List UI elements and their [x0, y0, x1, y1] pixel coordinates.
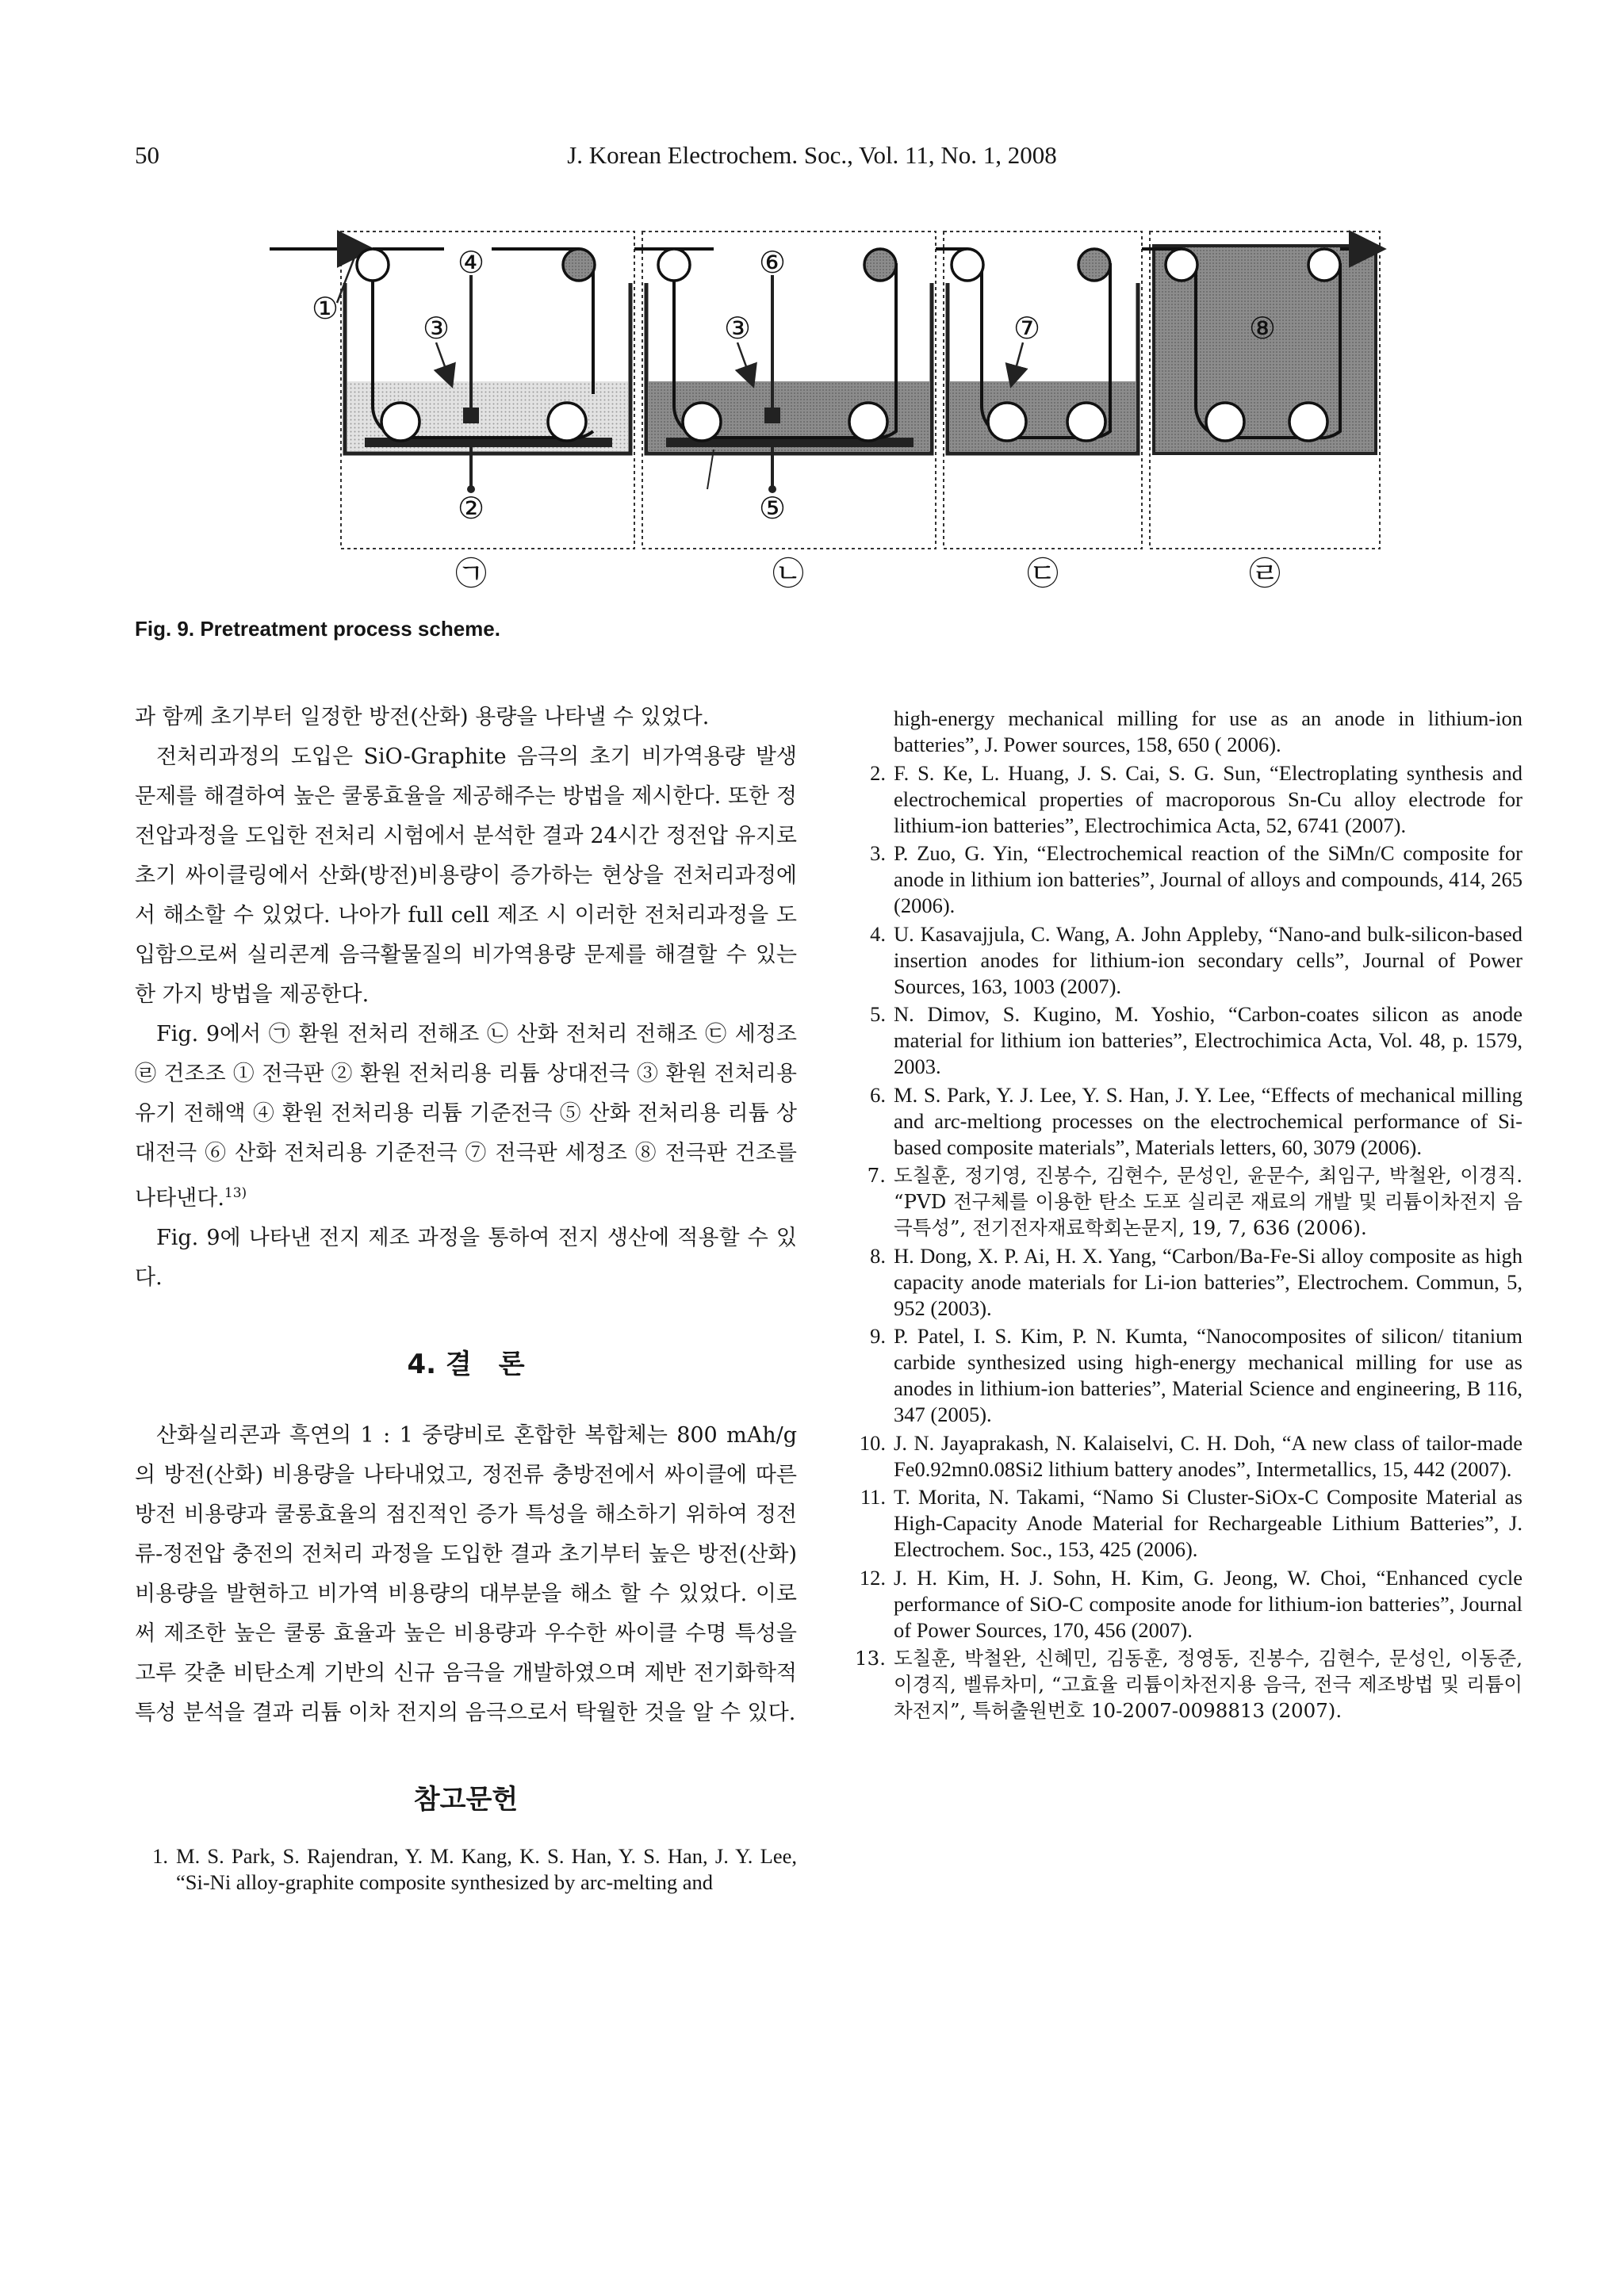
reference-number: 10.: [859, 1430, 886, 1455]
reference-item: [852, 840, 1522, 919]
reference-number: 13.: [855, 1647, 886, 1670]
reference-item: [852, 1565, 1522, 1644]
reference-text: M. S. Park, Y. J. Lee, Y. S. Han, J. Y. Lee, “Effects of mechanical milling and arc-meltiong processes on the electrochemical performance of Si-based composite materials”, Materials letters, 60, 3079 (2006).: [894, 1082, 1522, 1159]
tank-1: [345, 275, 630, 493]
stage-label-4: ㉣: [1249, 556, 1281, 592]
label-7: ⑦: [1013, 311, 1041, 346]
reference-number: 4.: [870, 921, 886, 946]
left-column: [135, 698, 797, 1898]
fig-description: Fig. 9에서 ㉠ 환원 전처리 전해조 ㉡ 산화 전처리 전해조 ㉢ 세정조 ㉣ 건조조 ① 전극판 ② 환원 전처리용 리튬 상대전극 ③ 환원 전처리용 유기 전해액 ④ 환원 전처리용 리튬 기준전극 ⑤ 산화 전처리용 리튬 상대전극 ⑥ 산화 전처리용 기준전극 ⑦ 전극판 세정조 ⑧ 전극판 건조를 나타낸다.: [135, 1022, 797, 1211]
reference-text: M. S. Park, S. Rajendran, Y. M. Kang, K. S. Han, Y. S. Han, J. Y. Lee, “Si-Ni alloy-graphite composite synthesized by arc-melting and: [176, 1844, 797, 1894]
page-number: 50: [135, 141, 159, 169]
body-paragraph: [135, 1015, 797, 1219]
stage-label-2: ㉡: [772, 556, 804, 592]
reference-text: H. Dong, X. P. Ai, H. X. Yang, “Carbon/Ba-Fe-Si alloy composite as high capacity anode materials for Li-ion batteries”, Electrochem. Commun, 5, 952 (2003).: [894, 1243, 1522, 1320]
reference-number: 12.: [859, 1565, 886, 1590]
reference-number: 6.: [870, 1082, 886, 1107]
reference-text: F. S. Ke, L. Huang, J. S. Cai, S. G. Sun, “Electroplating synthesis and electrochemical properties of macroporous Sn-Cu alloy electrode for lithium-ion batteries”, Electrochimica Acta, 52, 6741 (2007).: [894, 760, 1522, 837]
tank-2: [646, 275, 932, 493]
reference-item: [852, 1243, 1522, 1322]
label-3b: ③: [723, 311, 752, 346]
right-column: [852, 698, 1522, 1726]
reference-item: [852, 1001, 1522, 1080]
body-paragraph: 과 함께 초기부터 일정한 방전(산화) 용량을 나타낼 수 있었다.: [135, 705, 710, 729]
body-paragraph: 전처리과정의 도입은 SiO-Graphite 음극의 초기 비가역용량 발생 문제를 해결하여 높은 쿨롱효율을 제공해주는 방법을 제시한다. 또한 정전압과정을 도입한 전처리 시험에서 분석한 결과 24시간 정전압 유지로 초기 싸이클링에서 산화(방전)비용량이 증가하는 현상을 전처리과정에서 해소할 수 있었다. 나아가 full cell 제조 시 이러한 전처리과정을 도입함으로써 실리콘계 음극활물질의 비가역용량 문제를 해결할 수 있는 한 가지 방법을 제공한다.: [135, 744, 797, 1007]
reference-text: N. Dimov, S. Kugino, M. Yoshio, “Carbon-coates silicon as anode material for lithium ion batteries”, Electrochimica Acta, Vol. 48, p. 1579, 2003.: [894, 1002, 1522, 1078]
citation-superscript: 13): [224, 1185, 247, 1201]
stage-label-3: ㉢: [1027, 556, 1059, 592]
reference-item: [852, 921, 1522, 1000]
reference-number: 11.: [860, 1485, 886, 1509]
pretreatment-figure: [270, 224, 1388, 596]
label-1: ①: [311, 291, 339, 326]
reference-continued: high-energy mechanical milling for use as an anode in lithium-ion batteries”, J. Power sources, 158, 650 ( 2006).: [894, 706, 1522, 756]
reference-number: 1.: [152, 1844, 168, 1868]
reference-number: 3.: [870, 841, 886, 865]
reference-text: T. Morita, N. Takami, “Namo Si Cluster-SiOx-C Composite Material as High-Capacity Anode Material for Rechargeable Lithium Batteries”, J. Electrochem. Soc., 153, 425 (2006).: [894, 1485, 1522, 1561]
reference-item: [135, 1843, 797, 1896]
reference-text: 도칠훈, 정기영, 진봉수, 김현수, 문성인, 윤문수, 최임구, 박철완, 이경직. “PVD 전구체를 이용한 탄소 도포 실리콘 재료의 개발 및 리튬이차전지 음극특성”, 전기전자재료학회논문지, 19, 7, 636 (2006).: [894, 1164, 1522, 1239]
label-4: ④: [457, 245, 485, 280]
reference-text: P. Zuo, G. Yin, “Electrochemical reaction of the SiMn/C composite for anode in lithium ion batteries”, Journal of alloys and compounds, 414, 265 (2006).: [894, 841, 1522, 917]
conclusion-paragraph: 산화실리콘과 흑연의 1 : 1 중량비로 혼합한 복합체는 800 mAh/g의 방전(산화) 비용량을 나타내었고, 정전류 충방전에서 싸이클에 따른 방전 비용량과 쿨롱효율의 점진적인 증가 특성을 해소하기 위하여 정전류-정전압 충전의 전처리 과정을 도입한 결과 초기부터 높은 방전(산화) 비용량을 발현하고 비가역 비용량의 대부분을 해소 할 수 있었다. 이로써 제조한 높은 쿨롱 효율과 높은 비용량과 우수한 싸이클 수명 특성을 고루 갖춘 비탄소계 기반의 신규 음극을 개발하였으며 제반 전기화학적 특성 분석을 결과 리튬 이차 전지의 음극으로서 탁월한 것을 알 수 있다.: [135, 1423, 797, 1725]
reference-number: 7.: [867, 1164, 886, 1187]
reference-item: [852, 1645, 1522, 1724]
reference-text: U. Kasavajjula, C. Wang, A. John Appleby, “Nano-and bulk-silicon-based insertion anodes for lithium-ion secondary cells”, Journal of Power Sources, 163, 1003 (2007).: [894, 921, 1522, 998]
reference-item: [852, 1484, 1522, 1563]
reference-item: [852, 1162, 1522, 1241]
reference-text: J. N. Jayaprakash, N. Kalaiselvi, C. H. Doh, “A new class of tailor-made Fe0.92mn0.08Si2 lithium battery anodes”, Intermetallics, 15, 442 (2007).: [894, 1430, 1522, 1481]
stage-label-1: ㉠: [455, 556, 487, 592]
conclusion-heading: 4. 결 론: [407, 1349, 525, 1380]
references-heading: 참고문헌: [413, 1784, 519, 1816]
reference-item: [852, 760, 1522, 839]
reference-number: 2.: [870, 760, 886, 785]
reference-number: 9.: [870, 1324, 886, 1348]
reference-text: 도칠훈, 박철완, 신혜민, 김동훈, 정영동, 진봉수, 김현수, 문성인, 이동준, 이경직, 벨류차미, “고효율 리튬이차전지용 음극, 전극 제조방법 및 리튬이차전지”, 특허출원번호 10-2007-0098813 (2007).: [894, 1647, 1522, 1722]
label-5: ⑤: [758, 491, 787, 526]
reference-number: 8.: [870, 1243, 886, 1268]
label-2: ②: [457, 491, 485, 526]
reference-item: [852, 1430, 1522, 1483]
reference-number: 5.: [870, 1002, 886, 1026]
reference-text: P. Patel, I. S. Kim, P. N. Kumta, “Nanocomposites of silicon/ titanium carbide synthesized using high-energy mechanical milling for use as anodes in lithium-ion batteries”, Material Science and engineering, B 116, 347 (2005).: [894, 1324, 1522, 1426]
reference-item: [852, 1082, 1522, 1161]
reference-text: J. H. Kim, H. J. Sohn, H. Kim, G. Jeong, W. Choi, “Enhanced cycle performance of SiO-C composite anode for lithium-ion batteries”, Journal of Power Sources, 170, 456 (2007).: [894, 1565, 1522, 1642]
figure-caption: Fig. 9. Pretreatment process scheme.: [135, 617, 500, 641]
reference-item: [852, 1323, 1522, 1428]
figure-stage-labels: [455, 556, 1281, 592]
journal-header: J. Korean Electrochem. Soc., Vol. 11, No. 1, 2008: [567, 141, 1057, 169]
label-3a: ③: [422, 311, 450, 346]
label-6: ⑥: [758, 245, 787, 280]
body-paragraph: Fig. 9에 나타낸 전지 제조 과정을 통하여 전지 생산에 적용할 수 있다.: [135, 1226, 797, 1290]
label-8: ⑧: [1248, 311, 1277, 346]
